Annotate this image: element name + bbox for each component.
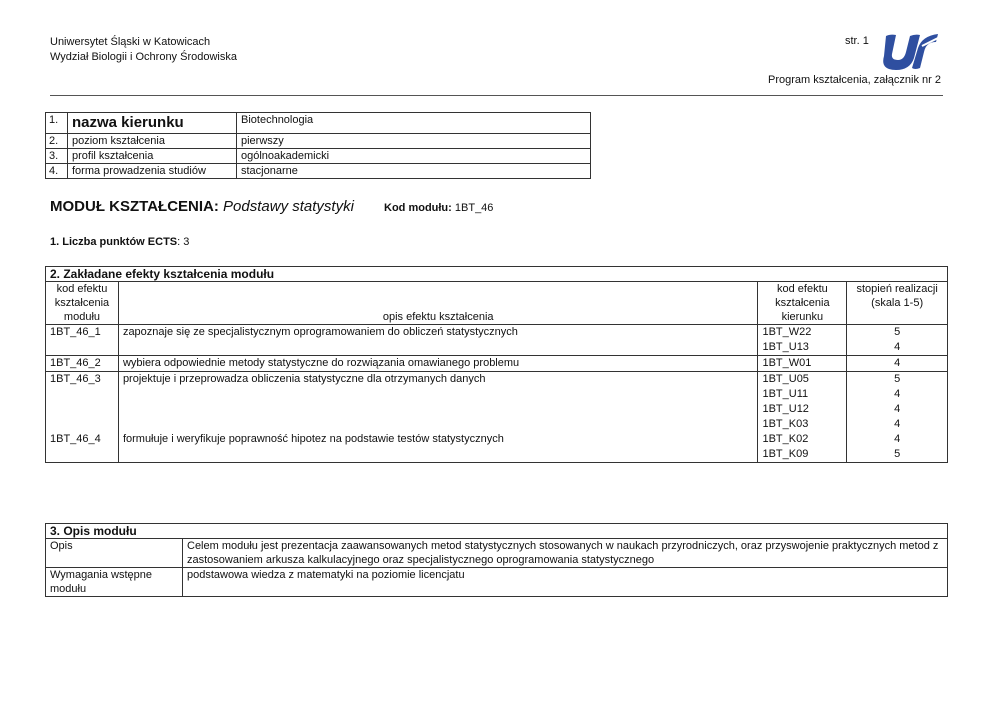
table-row <box>46 325 948 356</box>
program-code: 1BT_K09 <box>762 448 809 460</box>
outcome-desc: zapoznaje się ze specjalistycznym oprogramowaniem do obliczeń statystycznych <box>118 325 758 356</box>
degree-value: 4 <box>894 388 901 400</box>
ects-points <box>50 236 189 248</box>
info-num: 1. <box>46 113 68 134</box>
desc-key: Opis <box>46 539 183 568</box>
degrees <box>847 372 948 433</box>
info-num: 3. <box>46 149 68 164</box>
degree-value: 5 <box>894 326 901 338</box>
col-header-description: opis efektu kształcenia <box>118 282 758 325</box>
degree-value: 4 <box>894 418 901 430</box>
program-codes <box>758 372 847 433</box>
col-header-module-code: kod efektu kształcenia modułu <box>46 282 119 325</box>
program-code: 1BT_U11 <box>762 388 809 400</box>
program-code: 1BT_W01 <box>762 357 812 369</box>
degrees <box>847 356 948 372</box>
outcome-code: 1BT_46_2 <box>46 356 119 372</box>
program-info-table <box>45 112 591 179</box>
info-row <box>46 113 591 134</box>
info-label: forma prowadzenia studiów <box>68 164 237 179</box>
col-header-degree: stopień realizacji (skala 1-5) <box>847 282 948 325</box>
info-row <box>46 164 591 179</box>
program-code: 1BT_K02 <box>762 433 809 445</box>
university-logo-icon <box>882 30 940 72</box>
program-codes <box>758 432 847 463</box>
degree-value: 5 <box>894 373 901 385</box>
info-label: poziom kształcenia <box>68 134 237 149</box>
degrees <box>847 325 948 356</box>
program-codes <box>758 356 847 372</box>
section-title: 3. Opis modułu <box>46 524 948 539</box>
table-header-row <box>46 282 948 325</box>
program-code: 1BT_U12 <box>762 403 809 415</box>
info-label: profil kształcenia <box>68 149 237 164</box>
info-value: pierwszy <box>237 134 591 149</box>
info-value: Biotechnologia <box>237 113 591 134</box>
learning-outcomes-table <box>45 266 948 463</box>
module-title-prefix: MODUŁ KSZTAŁCENIA: <box>50 198 219 215</box>
outcome-code: 1BT_46_4 <box>46 432 119 463</box>
desc-value: Celem modułu jest prezentacja zaawansowanych metod statystycznych stosowanych w naukach przyrodniczych, oraz przyswojenie praktycznych metod z zastosowaniem arkusza kalkulacyjnego oraz specjalistycznego oprogramowania statystycznego <box>183 539 948 568</box>
module-title <box>50 198 354 215</box>
section-title: 2. Zakładane efekty kształcenia modułu <box>46 267 948 282</box>
header-divider <box>50 95 943 96</box>
degrees <box>847 432 948 463</box>
table-row <box>46 432 948 463</box>
degree-value: 5 <box>894 448 901 460</box>
ects-label: 1. Liczba punktów ECTS <box>50 236 178 248</box>
degree-value: 4 <box>894 341 901 353</box>
program-code: 1BT_U13 <box>762 341 809 353</box>
program-codes <box>758 325 847 356</box>
info-num: 4. <box>46 164 68 179</box>
info-num: 2. <box>46 134 68 149</box>
program-code: 1BT_K03 <box>762 418 809 430</box>
degree-value: 4 <box>894 357 901 369</box>
info-value: ogólnoakademicki <box>237 149 591 164</box>
info-label: nazwa kierunku <box>68 113 237 134</box>
program-code: 1BT_U05 <box>762 373 809 385</box>
table-row <box>46 568 948 597</box>
desc-key: Wymagania wstępne modułu <box>46 568 183 597</box>
degree-value: 4 <box>894 403 901 415</box>
outcome-desc: formułuje i weryfikuje poprawność hipotez na podstawie testów statystycznych <box>118 432 758 463</box>
ects-value: : 3 <box>177 236 190 248</box>
desc-value: podstawowa wiedza z matematyki na poziomie licencjatu <box>183 568 948 597</box>
info-row <box>46 134 591 149</box>
outcome-desc: projektuje i przeprowadza obliczenia statystyczne dla otrzymanych danych <box>118 372 758 433</box>
table-row <box>46 539 948 568</box>
col-header-program-code: kod efektu kształcenia kierunku <box>758 282 847 325</box>
table-row <box>46 372 948 433</box>
module-code <box>384 202 493 214</box>
outcome-desc: wybiera odpowiednie metody statystyczne do rozwiązania omawianego problemu <box>118 356 758 372</box>
module-code-value: 1BT_46 <box>454 202 494 214</box>
faculty-name: Wydział Biologii i Ochrony Środowiska <box>50 51 237 63</box>
module-code-label: Kod modułu: <box>384 202 452 214</box>
module-title-name: Podstawy statystyki <box>223 198 354 215</box>
page-number: str. 1 <box>845 35 869 47</box>
outcome-code: 1BT_46_1 <box>46 325 119 356</box>
table-row <box>46 356 948 372</box>
info-row <box>46 149 591 164</box>
module-description-table <box>45 523 948 597</box>
university-name: Uniwersytet Śląski w Katowicach <box>50 36 211 48</box>
degree-value: 4 <box>894 433 901 445</box>
program-code: 1BT_W22 <box>762 326 812 338</box>
info-value: stacjonarne <box>237 164 591 179</box>
outcome-code: 1BT_46_3 <box>46 372 119 433</box>
program-attachment: Program kształcenia, załącznik nr 2 <box>767 74 941 86</box>
document-header <box>50 35 237 65</box>
